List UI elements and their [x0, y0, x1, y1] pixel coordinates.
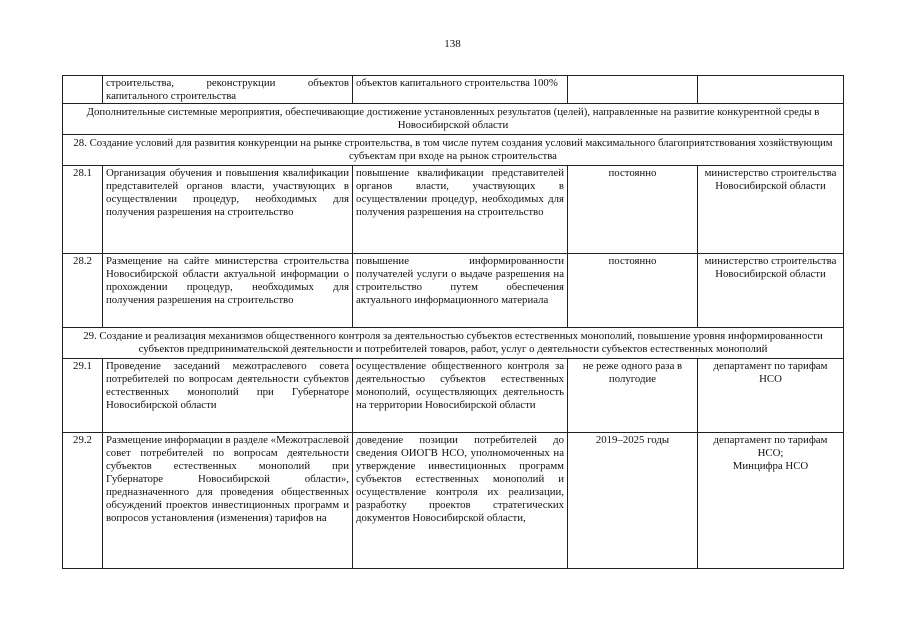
section-29-title: 29. Создание и реализация механизмов общественного контроля за деятельностью субъектов естественных монополий, повышение уровня информированности субъектов предпринимательской деятельности и потребителей товаров, работ, услуг о деятельности субъектов естественных монополий — [63, 328, 844, 359]
cell-num — [63, 76, 103, 104]
section-row — [63, 135, 844, 166]
measures-table — [62, 75, 844, 569]
cell-term: постоянно — [568, 166, 698, 254]
section-row — [63, 328, 844, 359]
cell-term: 2019–2025 годы — [568, 433, 698, 569]
cell-num: 29.2 — [63, 433, 103, 569]
cell-action: строительства, реконструкции объектов капитального строительства — [103, 76, 353, 104]
table-row — [63, 76, 844, 104]
cell-executor: министерство строительства Новосибирской области — [698, 254, 844, 328]
cell-executor: министерство строительства Новосибирской области — [698, 166, 844, 254]
section-row — [63, 104, 844, 135]
table-row — [63, 433, 844, 569]
cell-action: Организация обучения и повышения квалификации представителей органов власти, участвующих в осуществлении процедур, необходимых для получения разрешения на строительство — [103, 166, 353, 254]
table-row — [63, 359, 844, 433]
cell-result: доведение позиции потребителей до сведения ОИОГВ НСО, уполномоченных на утверждение инвестиционных программ субъектов естественных монополий и осуществление контроля их реализации, разработку проектов стратегических документов Новосибирской области, — [353, 433, 568, 569]
cell-result: объектов капитального строительства 100% — [353, 76, 568, 104]
cell-num: 28.1 — [63, 166, 103, 254]
executor-line: Минцифра НСО — [732, 460, 809, 472]
cell-executor — [698, 433, 844, 569]
table-row — [63, 254, 844, 328]
cell-term — [568, 76, 698, 104]
cell-result: повышение квалификации представителей органов власти, участвующих в осуществлении процедур, необходимых для получения разрешения на строительство — [353, 166, 568, 254]
cell-num: 29.1 — [63, 359, 103, 433]
cell-num: 28.2 — [63, 254, 103, 328]
cell-action: Проведение заседаний межотраслевого совета потребителей по вопросам деятельности субъектов естественных монополий при Губернаторе Новосибирской области — [103, 359, 353, 433]
cell-result: повышение информированности получателей услуги о выдаче разрешения на строительство путем обеспечения актуального информационного материала — [353, 254, 568, 328]
cell-result: осуществление общественного контроля за деятельностью субъектов естественных монополий, осуществляющих деятельность на территории Новосибирской области — [353, 359, 568, 433]
section-additional: Дополнительные системные мероприятия, обеспечивающие достижение установленных результатов (целей), направленные на развитие конкурентной среды в Новосибирской области — [63, 104, 844, 135]
executor-line: департамент по тарифам НСО; — [713, 434, 828, 459]
page-number: 138 — [444, 38, 461, 50]
cell-action: Размещение информации в разделе «Межотраслевой совет потребителей по вопросам деятельности субъектов естественных монополий при Губернаторе Новосибирской области», предназначенного для проведения общественных обсуждений проектов инвестиционных программ и вопросов установления (изменения) тарифов на — [103, 433, 353, 569]
table-row — [63, 166, 844, 254]
cell-term: не реже одного раза в полугодие — [568, 359, 698, 433]
section-28-title: 28. Создание условий для развития конкуренции на рынке строительства, в том числе путем создания условий максимального благоприятствования хозяйствующим субъектам при входе на рынок строительства — [63, 135, 844, 166]
cell-term: постоянно — [568, 254, 698, 328]
cell-executor — [698, 76, 844, 104]
cell-action: Размещение на сайте министерства строительства Новосибирской области актуальной информации о прохождении процедур, необходимых для получения разрешения на строительство — [103, 254, 353, 328]
cell-executor: департамент по тарифам НСО — [698, 359, 844, 433]
